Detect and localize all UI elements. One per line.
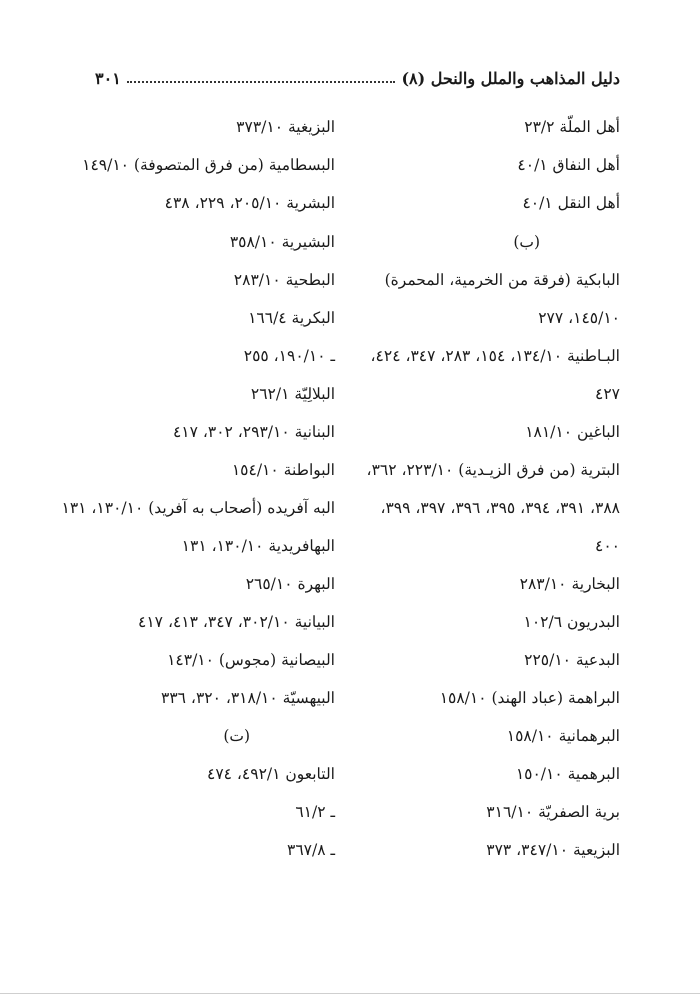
index-entry: البدريون ١٠٢/٦ — [523, 613, 620, 631]
index-entry: البلالِيّة ٢٦٢/١ — [250, 385, 335, 403]
index-entry: البيهسيّة ٣١٨/١٠، ٣٢٠، ٣٣٦ — [161, 689, 335, 707]
index-entry: البهرة ٢٦٥/١٠ — [245, 575, 335, 593]
index-entry: البسطامية (من فرق المتصوفة) ١٤٩/١٠ — [82, 156, 335, 174]
index-entry: ١٤٥/١٠، ٢٧٧ — [538, 309, 620, 327]
scan-edge-line — [0, 993, 700, 994]
index-entry: الباغين ١٨١/١٠ — [525, 423, 620, 441]
index-entry: البترية (من فرق الزيـدية) ٢٢٣/١٠، ٣٦٢، — [366, 461, 620, 479]
index-entry: البرهمانية ١٥٨/١٠ — [506, 727, 620, 745]
index-entry: البزيعية ٣٤٧/١٠، ٣٧٣ — [486, 841, 620, 859]
index-entry: البشرية ٢٠٥/١٠، ٢٢٩، ٤٣٨ — [164, 194, 335, 212]
index-entry: البزيغية ٣٧٣/١٠ — [236, 118, 335, 136]
index-entry: البكرية ١٦٦/٤ — [248, 309, 335, 327]
index-entry: ـ ١٩٠/١٠، ٢٥٥ — [243, 347, 335, 365]
page-header — [95, 64, 620, 88]
index-entry: البطحية ٢٨٣/١٠ — [233, 271, 335, 289]
index-entry: البواطنة ١٥٤/١٠ — [231, 461, 335, 479]
index-entry: البنانية ٢٩٣/١٠، ٣٠٢، ٤١٧ — [172, 423, 335, 441]
index-entry: البه آفريده (أصحاب به آفريد) ١٣٠/١٠، ١٣١ — [61, 499, 335, 517]
index-entry: أهل الملّة ٢٣/٢ — [524, 118, 620, 136]
index-entry: ـ ٣٦٧/٨ — [287, 841, 335, 859]
index-entry: البرهمية ١٥٠/١٠ — [515, 765, 620, 783]
index-entry: البـاطنية ١٣٤/١٠، ١٥٤، ٢٨٣، ٣٤٧، ٤٢٤، — [370, 347, 620, 365]
index-entry: البدعية ٢٢٥/١٠ — [524, 651, 620, 669]
index-entry: ٣٨٨، ٣٩١، ٣٩٤، ٣٩٥، ٣٩٦، ٣٩٧، ٣٩٩، — [380, 499, 620, 517]
index-entry: البيصانية (مجوس) ١٤٣/١٠ — [167, 651, 335, 669]
index-entry: التابعون ٤٩٢/١، ٤٧٤ — [207, 765, 335, 783]
index-entry: البابكية (فرقة من الخرمية، المحمرة) — [384, 271, 620, 289]
index-entry: البخارية ٢٨٣/١٠ — [519, 575, 620, 593]
index-entry: البراهمة (عباد الهند) ١٥٨/١٠ — [439, 689, 620, 707]
index-entry: البشيرية ٣٥٨/١٠ — [229, 233, 335, 251]
leader-dots — [127, 80, 396, 83]
index-entry: ـ ٦١/٢ — [295, 803, 335, 821]
index-entry: البهافريدية ١٣٠/١٠، ١٣١ — [181, 537, 335, 555]
index-entry: البيانية ٣٠٢/١٠، ٣٤٧، ٤١٣، ٤١٧ — [138, 613, 335, 631]
page-number: ٣٠١ — [95, 69, 121, 88]
running-title: دليل المذاهب والملل والنحل (٨) — [401, 69, 620, 88]
index-entry: ٤٠٠ — [595, 537, 620, 555]
index-entry: ٤٢٧ — [595, 385, 620, 403]
index-entry: أهل النقل ٤٠/١ — [522, 194, 620, 212]
section-heading: (ب) — [513, 233, 540, 251]
section-heading: (ت) — [223, 727, 250, 745]
index-entry: برية الصفريّة ٣١٦/١٠ — [486, 803, 620, 821]
index-entry: أهل النفاق ٤٠/١ — [517, 156, 620, 174]
